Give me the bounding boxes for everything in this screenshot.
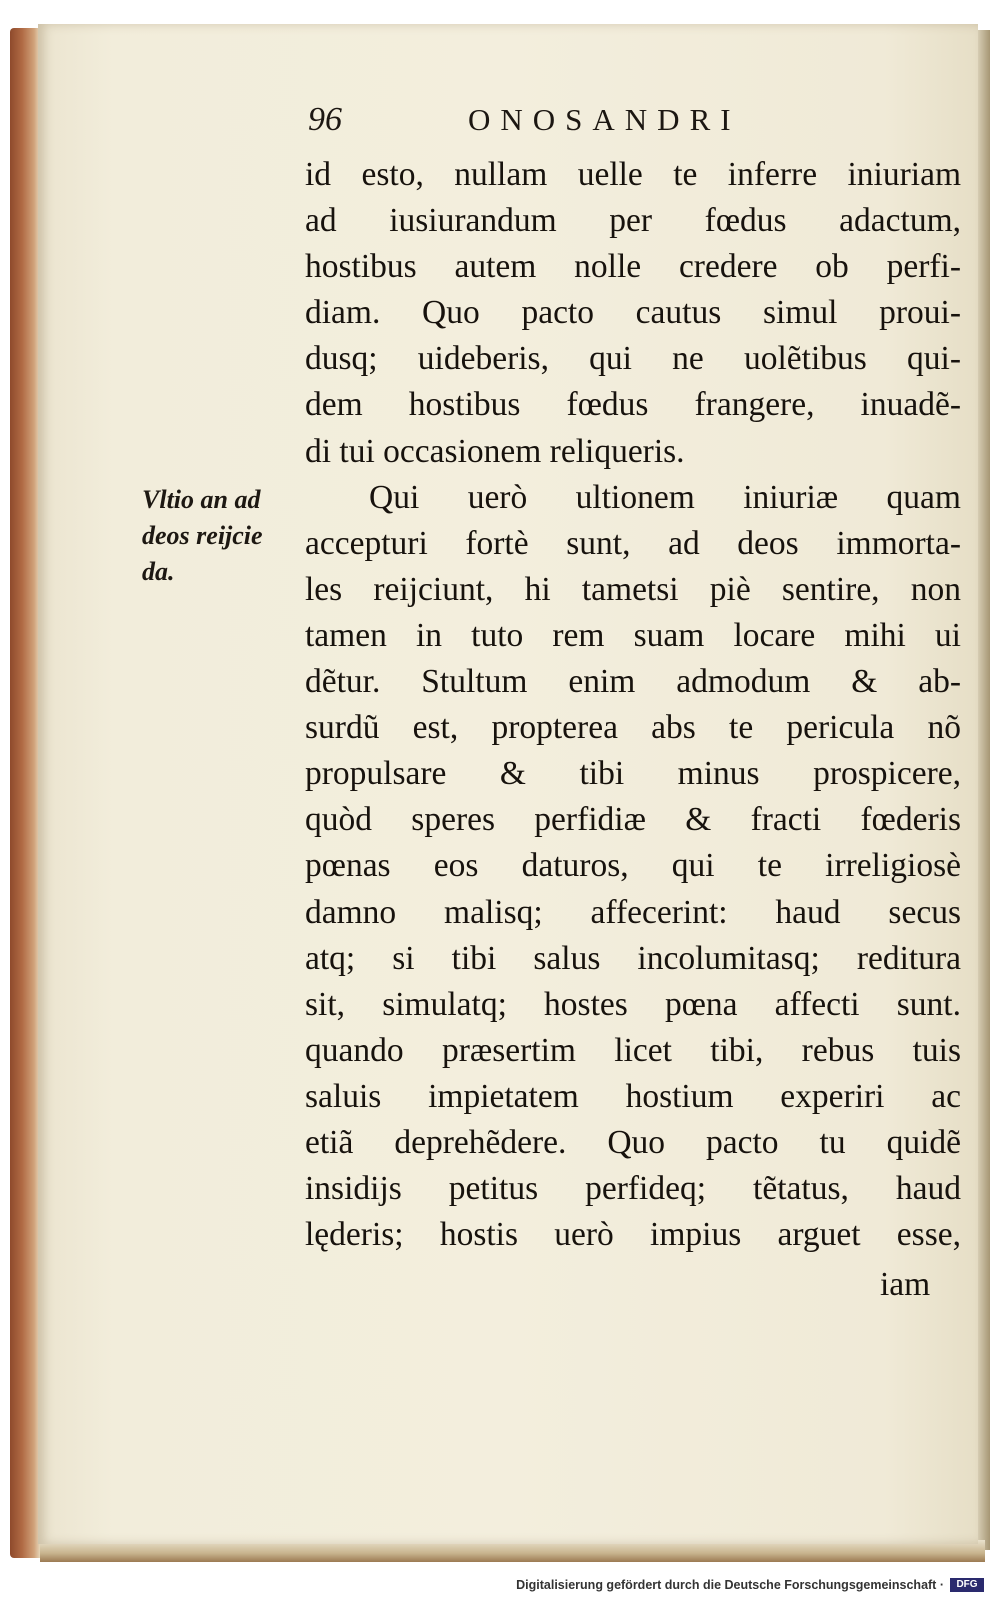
text-line: tamen in tuto rem suam locare mihi ui bbox=[305, 616, 961, 654]
body-text bbox=[305, 152, 961, 1258]
text-line: quando præsertim licet tibi, rebus tuis bbox=[305, 1031, 961, 1069]
text-line: propulsare & tibi minus prospicere, bbox=[305, 755, 961, 793]
book-spine-edge bbox=[10, 28, 40, 1558]
text-line: les reijciunt, hi tametsi piè sentire, non bbox=[305, 570, 961, 608]
text-line: sit, simulatq; hostes pœna affecti sunt. bbox=[305, 985, 961, 1023]
text-line: quòd speres perfidiæ & fracti fœderis bbox=[305, 801, 961, 839]
marginal-note-line: deos reijcie bbox=[142, 521, 263, 550]
running-head: ONOSANDRI bbox=[468, 102, 741, 137]
marginal-note-line: Vltio an ad bbox=[142, 485, 261, 514]
text-line: atq; si tibi salus incolumitasq; reditura bbox=[305, 939, 961, 977]
text-line: surdũ est, propterea abs te pericula nõ bbox=[305, 709, 961, 747]
text-line: hostibus autem nolle credere ob perfi- bbox=[305, 248, 961, 286]
text-line: di tui occasionem reliqueris. bbox=[305, 432, 685, 470]
page-number: 96 bbox=[308, 101, 342, 138]
catchword: iam bbox=[880, 1266, 931, 1303]
text-line: dẽtur. Stultum enim admodum & ab- bbox=[305, 663, 961, 701]
text-line: Qui uerò ultionem iniuriæ quam bbox=[369, 478, 961, 516]
page-header bbox=[308, 98, 958, 142]
text-line: ad iusiurandum per fœdus adactum, bbox=[305, 202, 961, 240]
text-line: accepturi fortè sunt, ad deos immorta- bbox=[305, 524, 961, 562]
credit-text: Digitalisierung gefördert durch die Deutsche Forschungsgemeinschaft · bbox=[516, 1578, 944, 1592]
text-line: dem hostibus fœdus frangere, inuadẽ- bbox=[305, 386, 961, 424]
digitization-credit-bar bbox=[0, 1575, 1000, 1599]
marginal-note-line: da. bbox=[142, 557, 175, 586]
text-line: etiã deprehẽdere. Quo pacto tu quidẽ bbox=[305, 1123, 961, 1161]
text-line: dusq; uideberis, qui ne uolẽtibus qui- bbox=[305, 340, 961, 378]
marginal-note bbox=[142, 482, 302, 590]
text-line: insidijs petitus perfideq; tẽtatus, haud bbox=[305, 1170, 961, 1208]
text-line: id esto, nullam uelle te inferre iniuriam bbox=[305, 156, 961, 193]
text-line: lęderis; hostis uerò impius arguet esse, bbox=[305, 1216, 961, 1254]
text-line: saluis impietatem hostium experiri ac bbox=[305, 1077, 961, 1115]
text-line: pœnas eos daturos, qui te irreligiosè bbox=[305, 847, 961, 885]
dfg-logo-icon: DFG bbox=[950, 1578, 984, 1592]
text-line: damno malisq; affecerint: haud secus bbox=[305, 893, 961, 931]
text-line: diam. Quo pacto cautus simul proui- bbox=[305, 294, 961, 332]
